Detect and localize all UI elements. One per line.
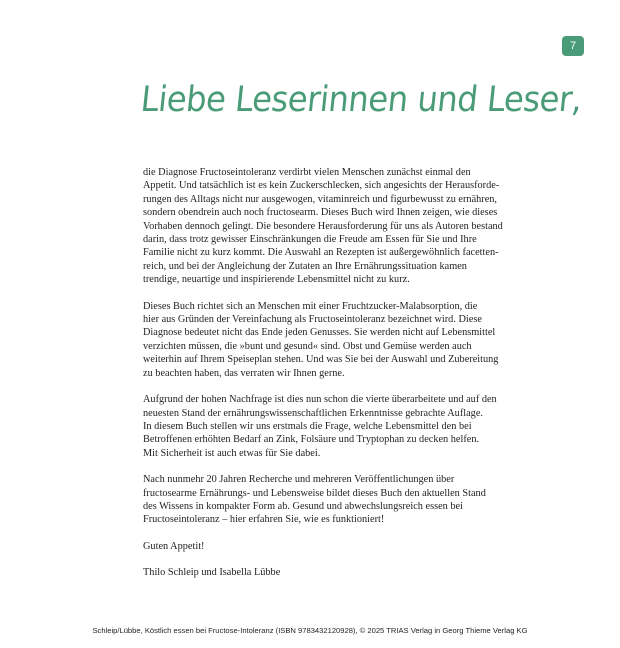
text-line: Thilo Schleip und Isabella Lübbe (143, 567, 281, 579)
text-line: Vorhaben dennoch gelingt. Die besondere Herausforderung für uns als Autoren bestand (143, 220, 503, 232)
paragraph (143, 540, 513, 553)
copyright-footer: Schleip/Lübbe, Köstlich essen bei Fructose-Intoleranz (ISBN 9783432120928), © 2025 TRIAS Verlag in Georg Thieme Verlag KG (92, 626, 528, 635)
text-line: Diagnose bedeutet nicht das Ende jeden Genusses. Sie werden nicht auf Lebensmittel (143, 327, 496, 339)
text-line: sondern obendrein auch noch fructosearm. Dieses Buch wird Ihnen zeigen, wie dieses (143, 207, 498, 219)
text-line: rungen des Alltags nicht nur ausgewogen, vitaminreich und figurbewusst zu ernähren, (143, 193, 498, 205)
paragraph (143, 300, 513, 380)
paragraph (143, 166, 513, 287)
text-line: weiterhin auf Ihrem Speiseplan stehen. Und was Sie bei der Auswahl und Zubereitung (143, 354, 499, 366)
paragraph (143, 473, 513, 527)
text-line: Appetit. Und tatsächlich ist es kein Zuckerschlecken, sich angesichts der Herausforde- (143, 180, 500, 192)
text-line: reich, und bei der Angleichung der Zutaten an Ihre Ernährungssituation kamen (143, 260, 467, 272)
text-line: Mit Sicherheit ist auch etwas für Sie dabei. (143, 447, 321, 459)
text-line: Fructoseintoleranz – hier erfahren Sie, wie es funktioniert! (143, 514, 385, 526)
text-line: In diesem Buch stellen wir uns erstmals die Frage, welche Lebensmittel den bei (143, 420, 472, 432)
text-line: Nach nunmehr 20 Jahren Recherche und mehreren Veröffentlichungen über (143, 474, 455, 486)
page-number-badge: 7 (562, 36, 584, 56)
text-line: Betroffenen erhöhten Bedarf an Zink, Folsäure und Tryptophan zu decken helfen. (143, 434, 480, 446)
text-line: Dieses Buch richtet sich an Menschen mit einer Fruchtzucker-Malabsorption, die (143, 300, 478, 312)
text-line: darin, dass trotz gewisser Einschränkungen die Freude am Essen für Sie und Ihre (143, 234, 477, 246)
text-line: fructosearme Ernährungs- und Lebensweise bildet dieses Buch den aktuellen Stand (143, 487, 486, 499)
letter-heading: Liebe Leserinnen und Leser, (138, 80, 584, 120)
text-line: Aufgrund der hohen Nachfrage ist dies nun schon die vierte überarbeitete und auf den (143, 394, 497, 406)
text-line: neuesten Stand der ernährungswissenschaftlichen Erkenntnisse gebrachte Auflage. (143, 407, 483, 419)
text-line: Guten Appetit! (143, 540, 205, 552)
text-line: trendige, neuartige und inspirierende Lebensmittel nicht zu kurz. (143, 274, 410, 286)
text-line: hier aus Gründen der Vereinfachung als Fructoseintoleranz bezeichnet wird. Diese (143, 314, 482, 326)
text-line: die Diagnose Fructoseintoleranz verdirbt vielen Menschen zunächst einmal den (143, 167, 471, 178)
letter-body (143, 166, 513, 593)
text-line: verzichten müssen, die »bunt und gesund« sind. Obst und Gemüse werden auch (143, 340, 472, 352)
text-line: zu beachten haben, das verraten wir Ihnen gerne. (143, 367, 345, 379)
paragraph (143, 566, 513, 579)
paragraph (143, 393, 513, 460)
text-line: des Wissens in kompakter Form ab. Gesund und abwechslungsreich essen bei (143, 500, 463, 512)
text-line: Familie nicht zu kurz kommt. Die Auswahl an Rezepten ist außergewöhnlich facetten- (143, 247, 499, 259)
